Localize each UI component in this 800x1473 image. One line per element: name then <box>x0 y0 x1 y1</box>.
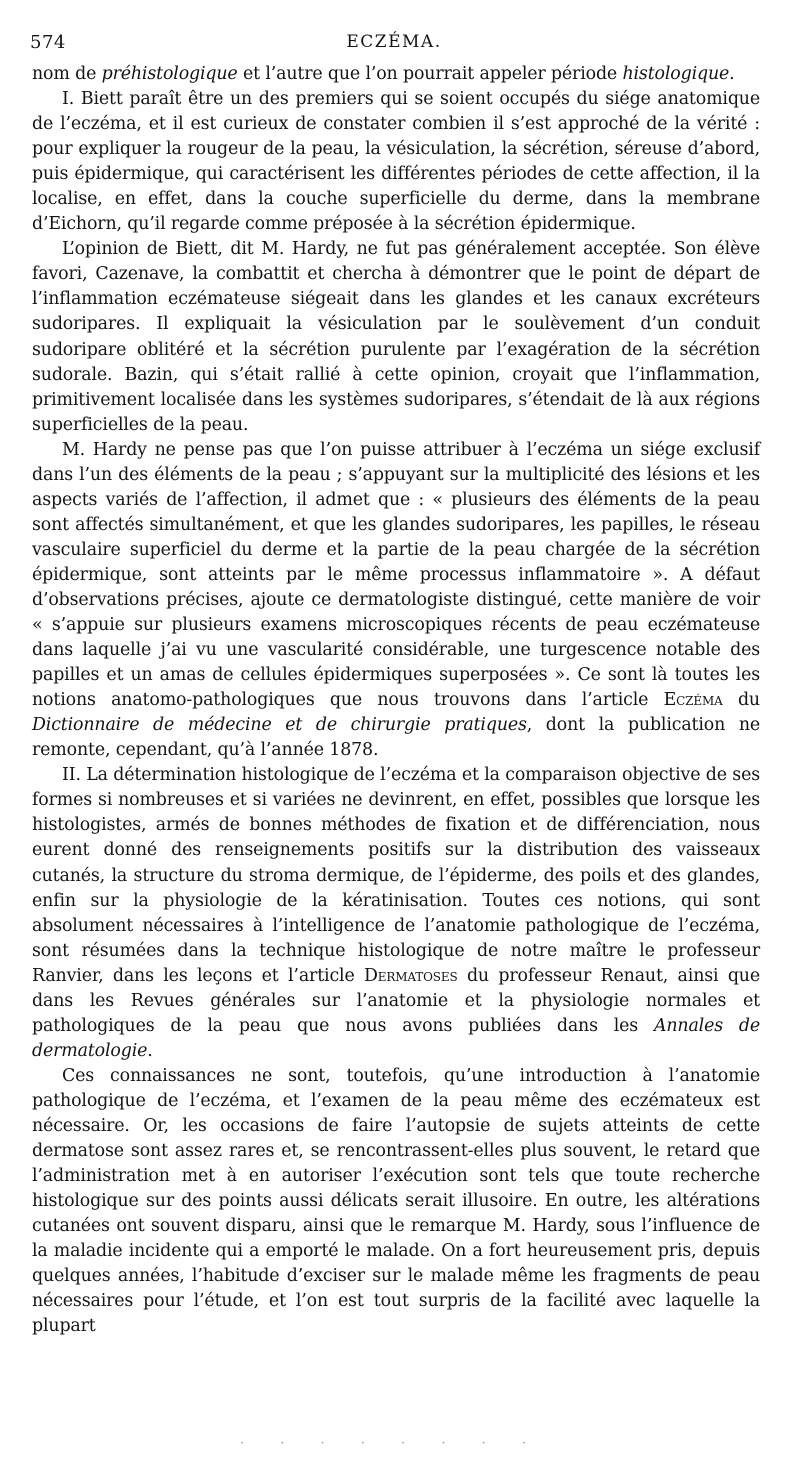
italic-text: Annales de dermatologie <box>32 1015 760 1061</box>
text-run: et l’autre que l’on pourrait appeler période <box>237 64 623 84</box>
paragraph <box>32 237 760 437</box>
text-run: M. Hardy ne pense pas que l’on puisse attribuer à l’eczéma un siége exclusif dans l’un des éléments de la peau ; s’appuyant sur la multiplicité des lésions et les aspects variés de l’affection, il admet que : « plusieurs des éléments de la peau sont affectés simultanément, et que les glandes sudoripares, les papilles, le réseau vasculaire superficiel du derme et la partie de la peau chargée de la sécrétion épidermique, sont atteints par le même processus inflammatoire ». A défaut d’observations précises, ajoute ce dermatologiste distingué, cette manière de voir « s’appuie sur plusieurs examens microscopiques récents de peau eczémateuse dans laquelle j’ai vu une vascularité considérable, une turgescence notable des papilles et un amas de cellules épidermiques superposées ». Ce sont là toutes les notions anatomo-pathologiques que nous trouvons dans l’article <box>32 439 760 711</box>
italic-text: Dictionnaire de médecine et de chirurgie pratiques <box>32 715 527 736</box>
italic-text: histologique <box>622 64 730 84</box>
text-run: L’opinion de Biett, dit M. Hardy, ne fut pas généralement acceptée. Son élève favori, Cazenave, la combattit et chercha à démontrer que le point de départ de l’inflammation eczémateuse siégeait dans les glandes et les canaux excréteurs sudoripares. Il expliquait la vésiculation par le soulèvement d’un conduit sudoripare oblitéré et la sécrétion purulente par l’exagération de la sécrétion sudorale. Bazin, qui s’était rallié à cette opinion, croyait que l’inflammation, primitivement localisée dans les systèmes sudoripares, s’étendait de là aux régions superficielles de la peau. <box>32 239 760 435</box>
text-run: du professeur Renaut, ainsi que dans les Revues générales sur l’anatomie et la physiologie normales et pathologiques de la peau que nous avons publiées dans les <box>32 965 760 1036</box>
small-caps-text: Dermatoses <box>363 965 458 986</box>
text-run: II. La détermination histologique de l’eczéma et la comparaison objective de ses formes si nombreuses et si variées ne devinrent, en effet, possibles que lorsque les histologistes, armés de bonnes méthodes de fixation et de différenciation, nous eurent donné des renseignements positifs sur la distribution des vaisseaux cutanés, la structure du stroma dermique, de l’épiderme, des poils et des glandes, enfin sur la physiologie de la kératinisation. Toutes ces notions, qui sont absolument nécessaires à l’intelligence de l’anatomie pathologique de l’eczéma, sont résumées dans la technique histologique de notre maître le professeur Ranvier, dans les leçons et l’article <box>32 765 760 986</box>
page-header <box>30 32 758 58</box>
text-run: nom de <box>32 64 102 84</box>
body-text <box>32 62 760 1339</box>
paragraph <box>32 87 760 237</box>
text-run: . <box>147 1040 153 1061</box>
running-title: ECZÉMA. <box>346 32 442 52</box>
text-run: . <box>729 64 735 84</box>
text-run: Ces connaissances ne sont, toutefois, qu’une introduction à l’anatomie pathologique de l’eczéma, et l’examen de la peau même des eczémateux est nécessaire. Or, les occasions de faire l’autopsie de sujets atteints de cette dermatose sont assez rares et, se rencontrassent-elles plus souvent, le retard que l’administration met à en autoriser l’exécution sont tels que toute recherche histologique sur des points aussi délicats serait illusoire. En outre, les altérations cutanées ont souvent disparu, ainsi que le remarque M. Hardy, sous l’influence de la maladie incidente qui a emporté le malade. On a fort heureusement pris, depuis quelques années, l’habitude d’exciser sur le malade même les fragments de peau nécessaires pour l’étude, et l’on est tout surpris de la facilité avec laquelle la plupart <box>32 1065 760 1337</box>
paragraph <box>32 438 760 764</box>
paragraph <box>32 1064 760 1340</box>
paragraph <box>32 763 760 1064</box>
text-run: I. Biett paraît être un des premiers qui se soient occupés du siége anatomique de l’eczéma, et il est curieux de constater combien il s’est approché de la vérité : pour expliquer la rougeur de la peau, la vésiculation, la sécrétion, séreuse d’abord, puis épidermique, qui caractérisent les différentes périodes de cette affection, il la localise, en effet, dans la couche superficielle du derme, dans la membrane d’Eichorn, qu’il regarde comme préposée à la sécrétion épidermique. <box>32 89 760 235</box>
footer-marks: · · · · · · · · <box>240 1436 542 1451</box>
small-caps-text: Eczéma <box>663 690 723 711</box>
italic-text: préhistologique <box>101 64 238 84</box>
page-number: 574 <box>30 32 66 53</box>
text-run: du <box>722 690 760 711</box>
paragraph <box>32 62 760 87</box>
text-run: , dont la publication ne remonte, cependant, qu’à l’année 1878. <box>32 715 761 761</box>
